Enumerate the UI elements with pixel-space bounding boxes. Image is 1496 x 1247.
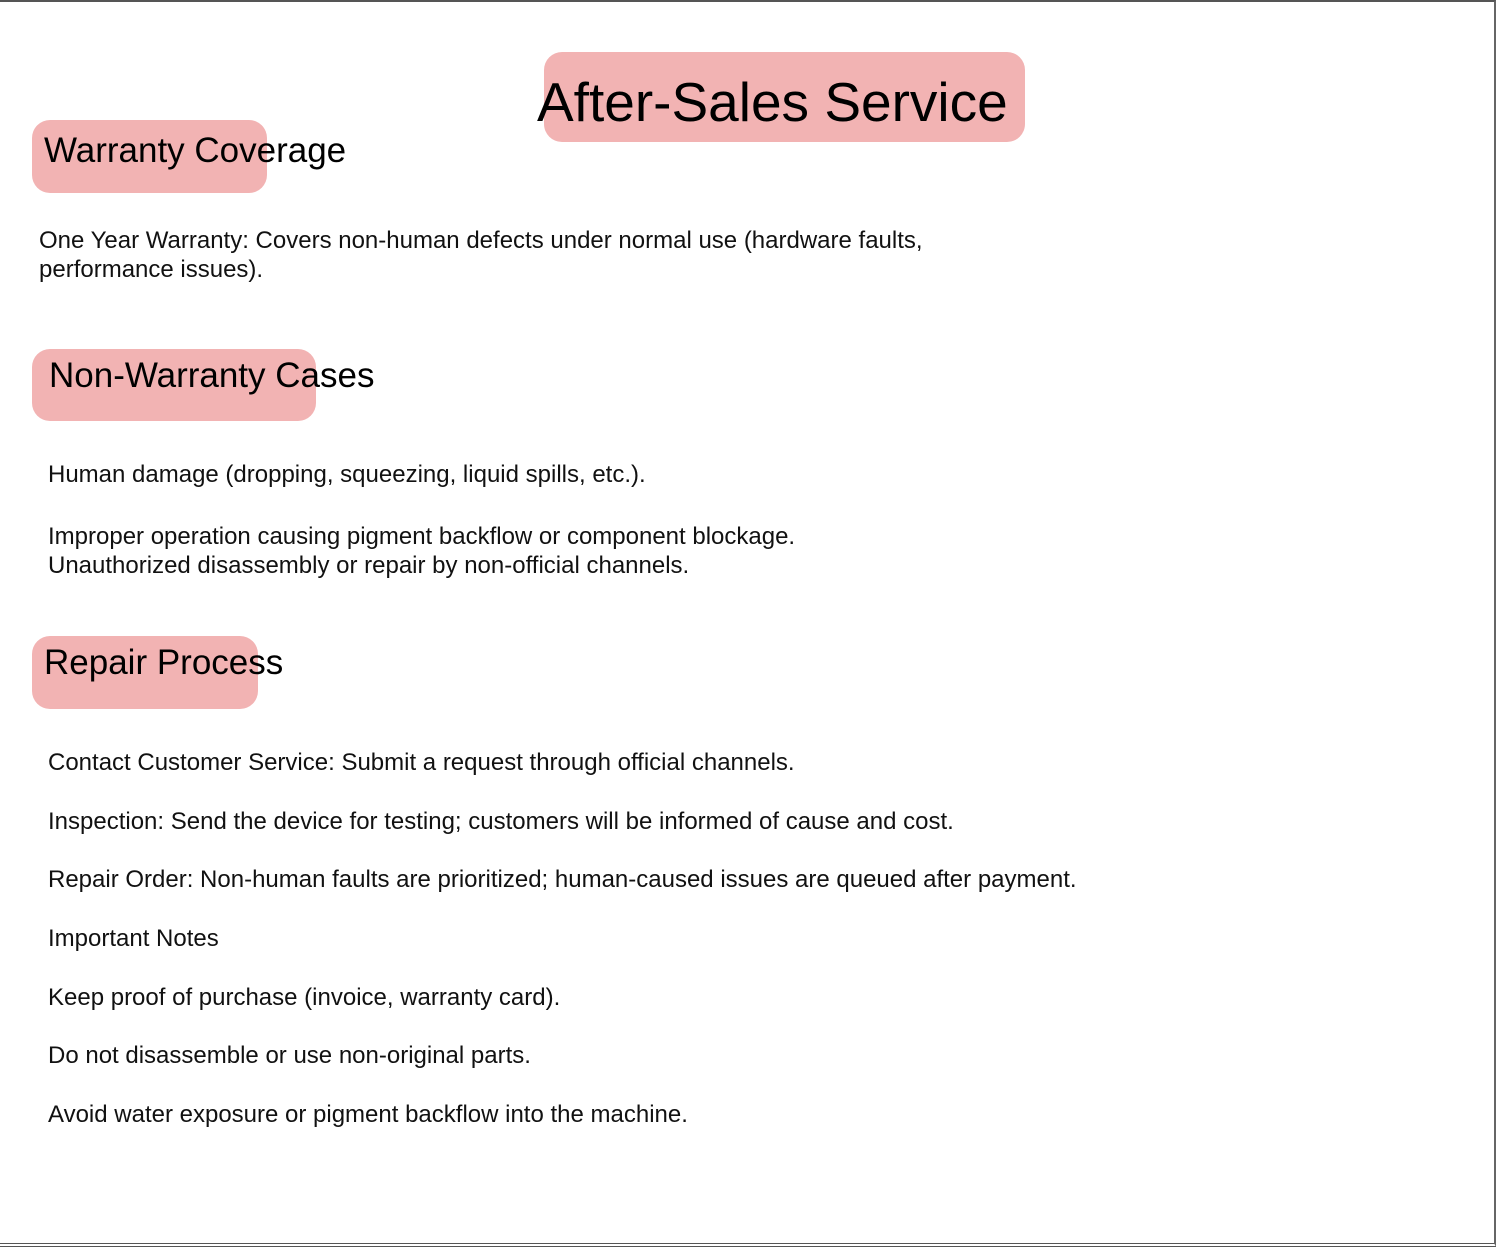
paragraph-line: One Year Warranty: Covers non-human defects under normal use (hardware faults, — [39, 227, 923, 254]
paragraph-line: performance issues). — [39, 256, 264, 283]
paragraph-line: Contact Customer Service: Submit a request through official channels. — [48, 749, 795, 776]
paragraph-line: Human damage (dropping, squeezing, liquid spills, etc.). — [48, 461, 646, 488]
paragraph-line: Keep proof of purchase (invoice, warranty card). — [48, 984, 561, 1011]
page-title: After-Sales Service — [537, 71, 1008, 133]
section-heading-repair-process: Repair Process — [44, 643, 284, 682]
section-heading-non-warranty-cases: Non-Warranty Cases — [49, 356, 375, 395]
paragraph-line: Important Notes — [48, 925, 219, 952]
paragraph-line: Avoid water exposure or pigment backflow into the machine. — [48, 1101, 688, 1128]
paragraph-line: Improper operation causing pigment backflow or component blockage. — [48, 523, 796, 550]
paragraph-line: Inspection: Send the device for testing; customers will be informed of cause and cost. — [48, 808, 954, 835]
paragraph-line: Repair Order: Non-human faults are prioritized; human-caused issues are queued after payment. — [48, 866, 1077, 893]
paragraph-line: Do not disassemble or use non-original parts. — [48, 1042, 531, 1069]
paragraph-line: Unauthorized disassembly or repair by non-official channels. — [48, 552, 690, 579]
section-heading-warranty-coverage: Warranty Coverage — [44, 131, 347, 170]
